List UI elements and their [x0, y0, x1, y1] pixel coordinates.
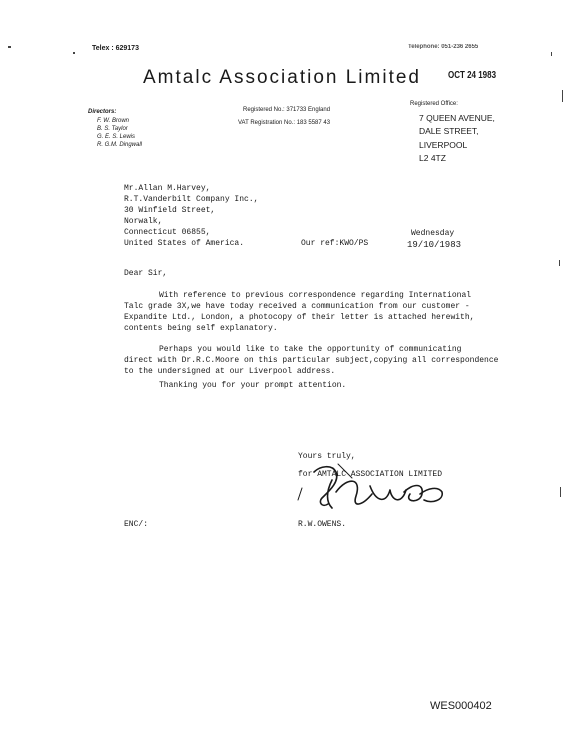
paragraph-line: direct with Dr.R.C.Moore on this particular subject,copying all correspondence: [124, 356, 499, 365]
director-name: B. S. Taylor: [97, 126, 128, 132]
recipient-address-line: Norwalk,: [124, 217, 163, 226]
valediction: Yours truly,: [298, 452, 356, 461]
office-address-line: DALE STREET,: [419, 126, 479, 136]
recipient-address-line: 30 Winfield Street,: [124, 206, 216, 215]
paragraph-line: Talc grade 3X,we have today received a communication from our customer -: [124, 302, 470, 311]
director-name: R. G.M. Dingwall: [97, 142, 143, 148]
letter-date: 19/10/1983: [407, 240, 462, 250]
recipient-address-line: Mr.Allan M.Harvey,: [124, 184, 211, 193]
company-name: Amtalc Association Limited: [143, 67, 421, 88]
scan-mark: [73, 52, 75, 54]
scan-mark: [560, 487, 561, 497]
bates-number: WES000402: [430, 700, 492, 712]
paragraph-line: Perhaps you would like to take the opportunity of communicating: [159, 345, 462, 354]
scan-mark: [551, 52, 552, 56]
director-name: F. W. Brown: [97, 118, 130, 124]
received-date-stamp: OCT 24 1983: [448, 70, 497, 81]
our-reference: Our ref:KWO/PS: [301, 239, 369, 248]
office-label: Registered Office:: [410, 101, 458, 107]
scan-mark: [559, 260, 560, 266]
letter-weekday: Wednesday: [411, 229, 455, 238]
paragraph-line: Expandite Ltd., London, a photocopy of their letter is attached herewith,: [124, 313, 475, 322]
office-address-line: 7 QUEEN AVENUE,: [419, 113, 495, 123]
director-name: G. E. S. Lewis: [97, 134, 136, 140]
recipient-address-line: R.T.Vanderbilt Company Inc.,: [124, 195, 259, 204]
paragraph-line: to the undersigned at our Liverpool address.: [124, 367, 336, 376]
office-address-line: L2 4TZ: [419, 153, 446, 163]
company-sign-line: for AMTALC ASSOCIATION LIMITED: [298, 470, 443, 479]
scan-mark: [562, 90, 563, 102]
recipient-address-line: United States of America.: [124, 239, 245, 248]
handwritten-signature: [292, 458, 452, 516]
paragraph-line: contents being self explanatory.: [124, 324, 278, 333]
scan-mark: [8, 46, 11, 48]
directors-label: Directors:: [88, 109, 117, 115]
registered-number: Registered No.: 371733 England: [243, 107, 331, 113]
vat-registration: VAT Registration No.: 183 5587 43: [238, 120, 331, 126]
telephone-number: Telephone: 051-236 2655: [408, 44, 479, 49]
paragraph-line: Thanking you for your prompt attention.: [159, 381, 347, 390]
signatory-name: R.W.OWENS.: [298, 520, 347, 529]
paragraph-line: With reference to previous correspondence regarding International: [159, 291, 472, 300]
recipient-address-line: Connecticut 06855,: [124, 228, 211, 237]
telex-number: Telex : 629173: [92, 45, 139, 52]
office-address-line: LIVERPOOL: [419, 140, 468, 150]
enclosure-note: ENC/:: [124, 520, 149, 529]
salutation: Dear Sir,: [124, 269, 168, 278]
